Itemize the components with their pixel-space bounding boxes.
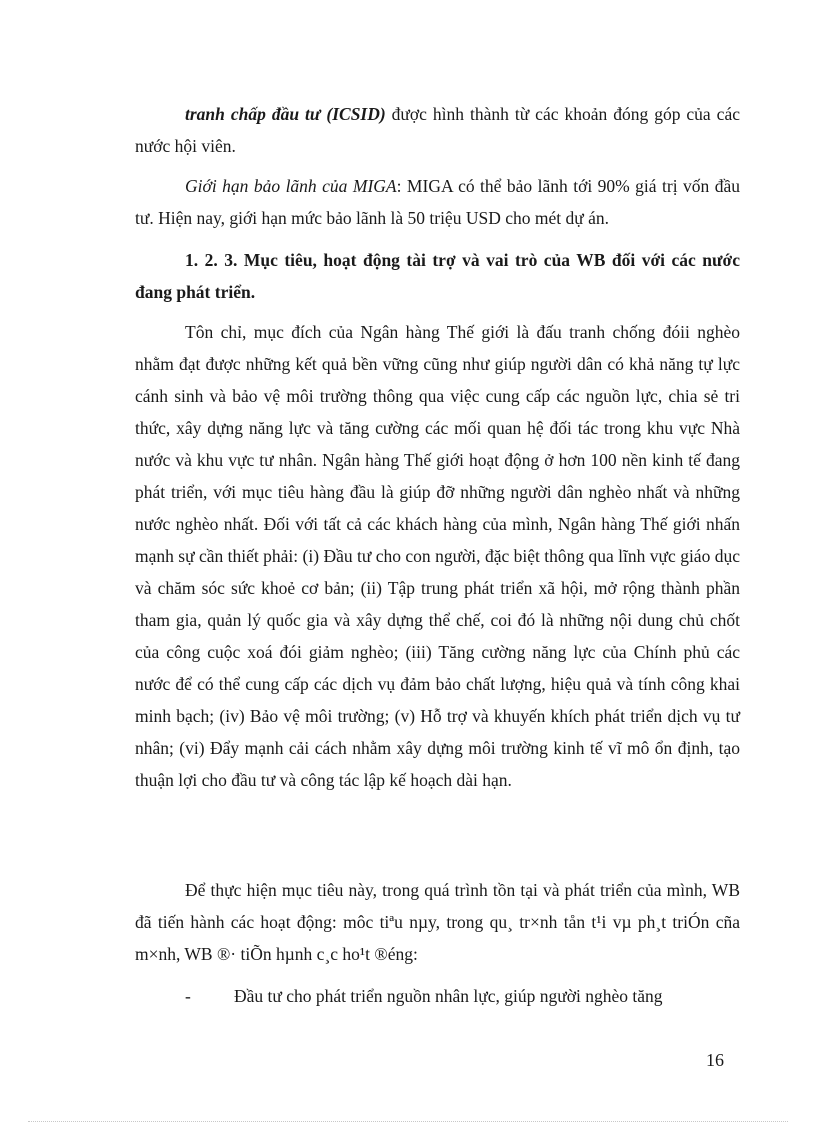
page-number: 16	[706, 1050, 724, 1070]
paragraph-mission	[135, 316, 740, 796]
section-heading-text: 1. 2. 3. Mục tiêu, hoạt động tài trợ và vai trò của WB đối với các nước đang phát triển.	[135, 250, 740, 302]
miga-limit-lead: Giới hạn bảo lãnh của MIGA	[185, 176, 397, 196]
footer-divider	[28, 1121, 788, 1122]
icsid-text: được hình thành từ các khoản đóng góp của các nước hội viên.	[135, 104, 740, 156]
section-heading	[135, 244, 740, 308]
bullet-marker: -	[185, 986, 191, 1006]
paragraph-icsid	[135, 98, 740, 162]
mission-text: Tôn chỉ, mục đích của Ngân hàng Thế giới là đấu tranh chống đóii nghèo nhằm đạt được những kết quả bền vững cũng như giúp người dân có khả năng tự lực cánh sinh và bảo vệ môi trường thông qua việc cung cấp các nguồn lực, chia sẻ tri thức, xây dựng năng lực và tăng cường các mối quan hệ đối tác trong khu vực Nhà nước và khu vực tư nhân. Ngân hàng Thế giới hoạt động ở hơn 100 nền kinh tế đang phát triển, với mục tiêu hàng đầu là giúp đỡ những người dân nghèo nhất và những nước nghèo nhất. Đối với tất cả các khách hàng của mình, Ngân hàng Thế giới nhấn mạnh sự cần thiết phải: (i) Đầu tư cho con người, đặc biệt thông qua lĩnh vực giáo dục và chăm sóc sức khoẻ cơ bản; (ii) Tập trung phát triển xã hội, mở rộng thành phần tham gia, quản lý quốc gia và xây dựng thể chế, coi đó là những nội dung chủ chốt của công cuộc xoá đói giảm nghèo; (iii) Tăng cường năng lực của Chính phủ các nước để có thể cung cấp các dịch vụ đảm bảo chất lượng, hiệu quả và tính công khai minh bạch; (iv) Bảo vệ môi trường; (v) Hỗ trợ và khuyến khích phát triển dịch vụ tư nhân; (vi) Đẩy mạnh cải cách nhằm xây dựng môi trường kinh tế vĩ mô ổn định, tạo thuận lợi cho đầu tư và công tác lập kế hoạch dài hạn.	[135, 322, 740, 790]
icsid-emphasis: tranh chấp đầu tư (ICSID)	[185, 104, 386, 124]
paragraph-miga-limit	[135, 170, 740, 234]
miga-limit-text: : MIGA có thể bảo lãnh tới 90% giá trị vốn đầu tư. Hiện nay, giới hạn mức bảo lãnh là 50 triệu USD cho mét dự án.	[135, 176, 740, 228]
activities-text: Để thực hiện mục tiêu này, trong quá trình tồn tại và phát triển của mình, WB đã tiến hành các hoạt động: môc tiªu nµy, trong qu¸ tr×nh tån t¹i vµ ph¸t triÓn cña m×nh, WB ®· tiÕn hµnh c¸c ho¹t ®éng:	[135, 880, 740, 964]
bullet-item-text: Đầu tư cho phát triển nguồn nhân lực, giúp người nghèo tăng	[234, 986, 663, 1006]
paragraph-activities	[135, 874, 740, 970]
